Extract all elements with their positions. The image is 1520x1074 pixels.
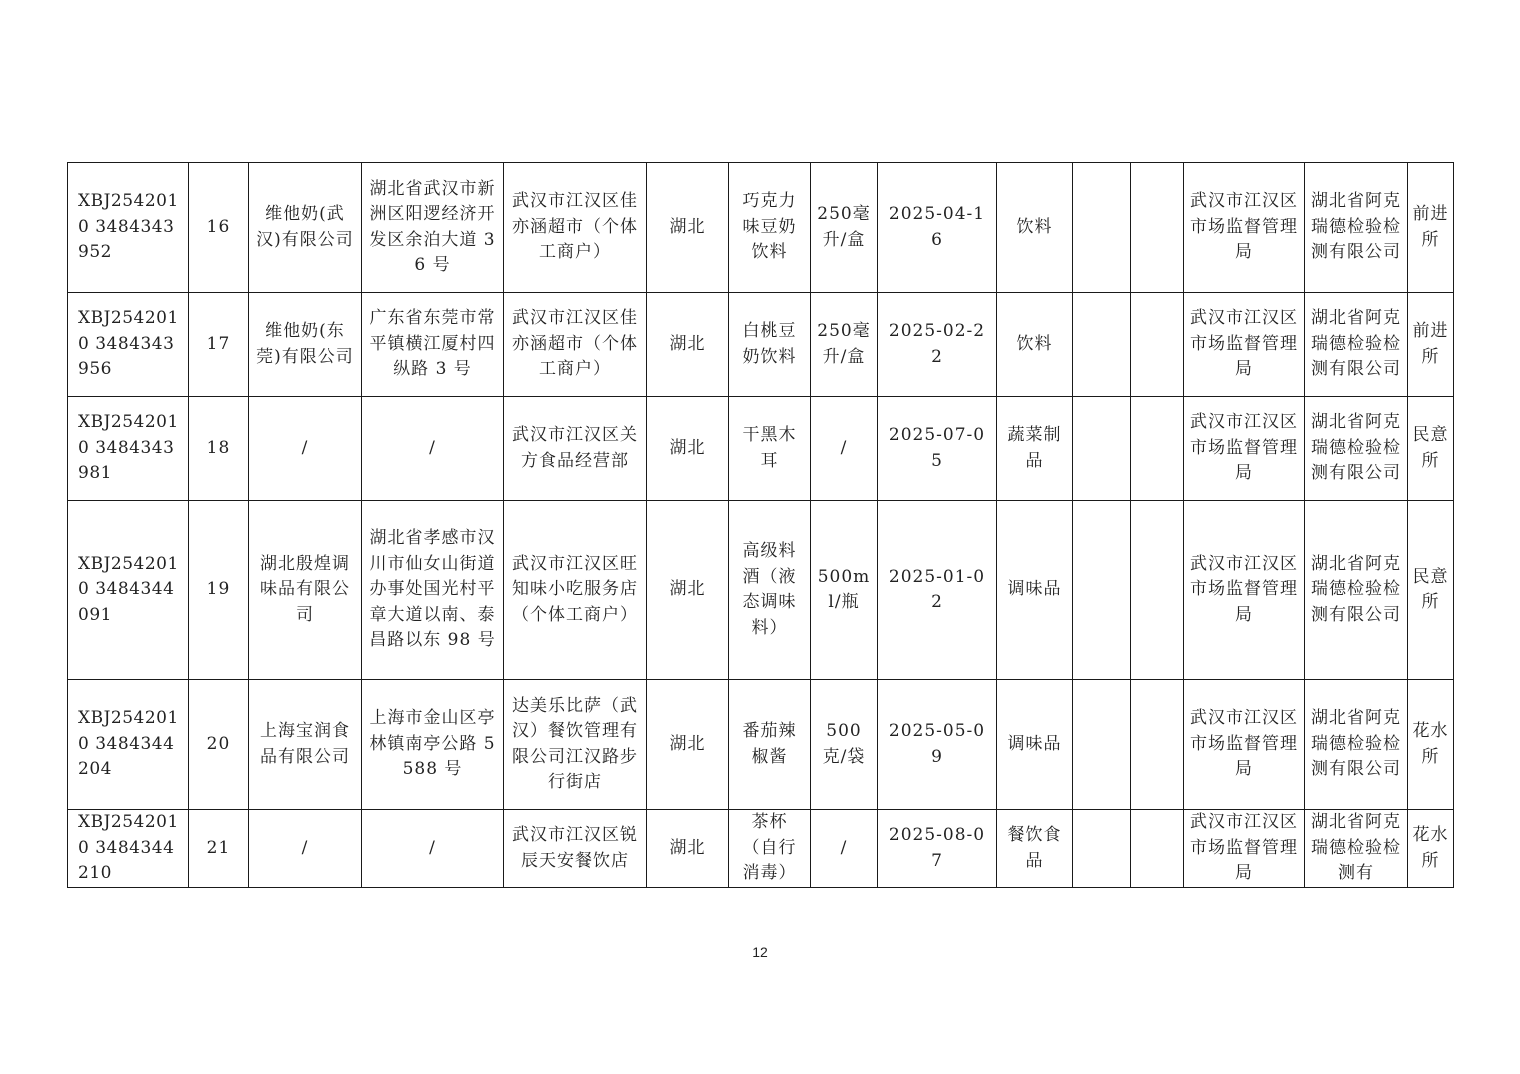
row-number-cell: 20	[189, 680, 249, 810]
regulatory-authority-cell: 武汉市江汉区市场监督管理局	[1184, 397, 1305, 501]
province-cell: 湖北	[647, 397, 729, 501]
local-office-cell: 民意所	[1408, 397, 1454, 501]
empty-cell	[1131, 680, 1184, 810]
sample-id-cell: XBJ2542010 3484344091	[68, 501, 189, 680]
production-date-cell: 2025-04-16	[878, 163, 997, 293]
specification-cell: /	[811, 810, 878, 888]
food-category-cell: 调味品	[997, 680, 1073, 810]
empty-cell	[1073, 397, 1131, 501]
sample-id-cell: XBJ2542010 3484343956	[68, 293, 189, 397]
manufacturer-cell: 维他奶(东莞)有限公司	[249, 293, 362, 397]
sampled-unit-cell: 武汉市江汉区佳亦涵超市（个体工商户）	[504, 163, 647, 293]
specification-cell: 500ml/瓶	[811, 501, 878, 680]
testing-lab-cell: 湖北省阿克瑞德检验检测有	[1305, 810, 1408, 888]
regulatory-authority-cell: 武汉市江汉区市场监督管理局	[1184, 501, 1305, 680]
sampling-results-table	[67, 162, 1454, 888]
manufacturer-address-cell: 广东省东莞市常平镇横江厦村四纵路 3 号	[362, 293, 504, 397]
food-category-cell: 调味品	[997, 501, 1073, 680]
manufacturer-cell: 湖北殷煌调味品有限公司	[249, 501, 362, 680]
row-number-cell: 18	[189, 397, 249, 501]
row-number-cell: 16	[189, 163, 249, 293]
page-number: 12	[752, 944, 768, 960]
empty-cell	[1131, 163, 1184, 293]
empty-cell	[1131, 397, 1184, 501]
table-row	[68, 163, 1454, 293]
testing-lab-cell: 湖北省阿克瑞德检验检测有限公司	[1305, 397, 1408, 501]
testing-lab-cell: 湖北省阿克瑞德检验检测有限公司	[1305, 163, 1408, 293]
manufacturer-cell: 上海宝润食品有限公司	[249, 680, 362, 810]
manufacturer-cell: /	[249, 397, 362, 501]
province-cell: 湖北	[647, 501, 729, 680]
manufacturer-address-cell: 湖北省武汉市新洲区阳逻经济开发区余泊大道 36 号	[362, 163, 504, 293]
local-office-cell: 花水所	[1408, 680, 1454, 810]
local-office-cell: 花水所	[1408, 810, 1454, 888]
specification-cell: 250毫升/盒	[811, 163, 878, 293]
sampled-unit-cell: 达美乐比萨（武汉）餐饮管理有限公司江汉路步行街店	[504, 680, 647, 810]
manufacturer-address-cell: 湖北省孝感市汉川市仙女山街道办事处国光村平章大道以南、泰昌路以东 98 号	[362, 501, 504, 680]
sample-id-cell: XBJ2542010 3484343952	[68, 163, 189, 293]
specification-cell: /	[811, 397, 878, 501]
product-name-cell: 高级料酒（液态调味料）	[729, 501, 811, 680]
sampled-unit-cell: 武汉市江汉区佳亦涵超市（个体工商户）	[504, 293, 647, 397]
sampled-unit-cell: 武汉市江汉区关方食品经营部	[504, 397, 647, 501]
empty-cell	[1131, 501, 1184, 680]
empty-cell	[1073, 810, 1131, 888]
row-number-cell: 21	[189, 810, 249, 888]
empty-cell	[1073, 163, 1131, 293]
production-date-cell: 2025-05-09	[878, 680, 997, 810]
manufacturer-address-cell: 上海市金山区亭林镇南亭公路 5588 号	[362, 680, 504, 810]
production-date-cell: 2025-07-05	[878, 397, 997, 501]
empty-cell	[1073, 501, 1131, 680]
manufacturer-address-cell: /	[362, 397, 504, 501]
province-cell: 湖北	[647, 293, 729, 397]
province-cell: 湖北	[647, 163, 729, 293]
product-name-cell: 茶杯（自行消毒）	[729, 810, 811, 888]
specification-cell: 500克/袋	[811, 680, 878, 810]
local-office-cell: 民意所	[1408, 501, 1454, 680]
food-category-cell: 餐饮食品	[997, 810, 1073, 888]
sample-id-cell: XBJ2542010 3484344210	[68, 810, 189, 888]
food-category-cell: 饮料	[997, 293, 1073, 397]
testing-lab-cell: 湖北省阿克瑞德检验检测有限公司	[1305, 501, 1408, 680]
regulatory-authority-cell: 武汉市江汉区市场监督管理局	[1184, 163, 1305, 293]
row-number-cell: 19	[189, 501, 249, 680]
manufacturer-cell: /	[249, 810, 362, 888]
sample-id-cell: XBJ2542010 3484344204	[68, 680, 189, 810]
production-date-cell: 2025-08-07	[878, 810, 997, 888]
regulatory-authority-cell: 武汉市江汉区市场监督管理局	[1184, 680, 1305, 810]
specification-cell: 250毫升/盒	[811, 293, 878, 397]
table-row	[68, 680, 1454, 810]
regulatory-authority-cell: 武汉市江汉区市场监督管理局	[1184, 810, 1305, 888]
table-row	[68, 397, 1454, 501]
table-row	[68, 501, 1454, 680]
empty-cell	[1073, 293, 1131, 397]
local-office-cell: 前进所	[1408, 163, 1454, 293]
product-name-cell: 巧克力味豆奶饮料	[729, 163, 811, 293]
production-date-cell: 2025-02-22	[878, 293, 997, 397]
table-row	[68, 810, 1454, 888]
testing-lab-cell: 湖北省阿克瑞德检验检测有限公司	[1305, 293, 1408, 397]
province-cell: 湖北	[647, 810, 729, 888]
empty-cell	[1131, 810, 1184, 888]
row-number-cell: 17	[189, 293, 249, 397]
sampled-unit-cell: 武汉市江汉区锐辰天安餐饮店	[504, 810, 647, 888]
local-office-cell: 前进所	[1408, 293, 1454, 397]
food-category-cell: 蔬菜制品	[997, 397, 1073, 501]
food-category-cell: 饮料	[997, 163, 1073, 293]
table-row	[68, 293, 1454, 397]
product-name-cell: 干黑木耳	[729, 397, 811, 501]
testing-lab-cell: 湖北省阿克瑞德检验检测有限公司	[1305, 680, 1408, 810]
empty-cell	[1073, 680, 1131, 810]
sample-id-cell: XBJ2542010 3484343981	[68, 397, 189, 501]
regulatory-authority-cell: 武汉市江汉区市场监督管理局	[1184, 293, 1305, 397]
sampled-unit-cell: 武汉市江汉区旺知味小吃服务店（个体工商户）	[504, 501, 647, 680]
manufacturer-address-cell: /	[362, 810, 504, 888]
production-date-cell: 2025-01-02	[878, 501, 997, 680]
product-name-cell: 白桃豆奶饮料	[729, 293, 811, 397]
province-cell: 湖北	[647, 680, 729, 810]
empty-cell	[1131, 293, 1184, 397]
manufacturer-cell: 维他奶(武汉)有限公司	[249, 163, 362, 293]
product-name-cell: 番茄辣椒酱	[729, 680, 811, 810]
